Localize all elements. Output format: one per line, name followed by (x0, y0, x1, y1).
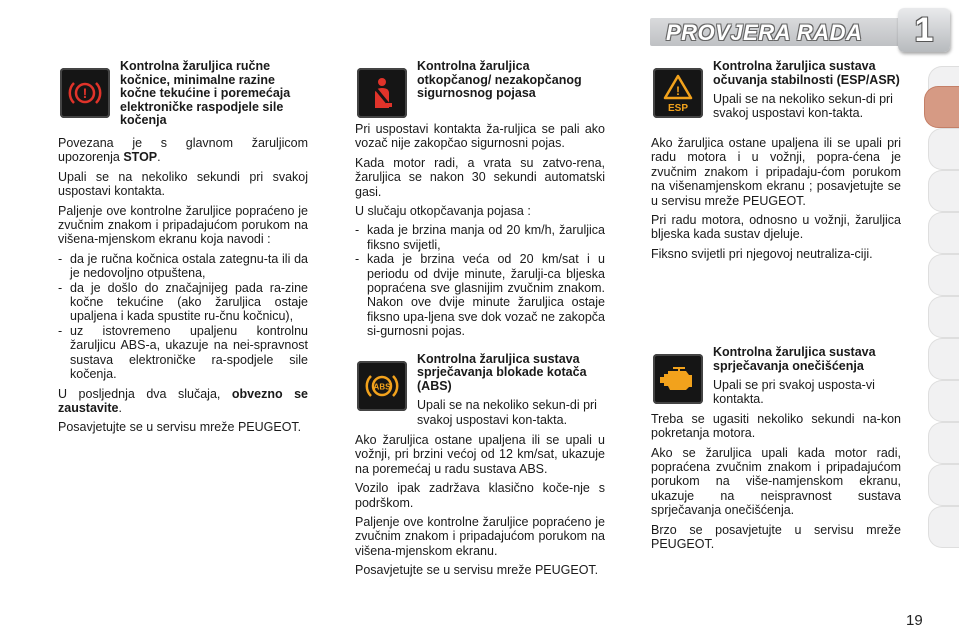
paragraph: Upali se na nekoliko sekundi pri svakoj uspostavi kontakta. (58, 169, 308, 199)
brake-warning-section (58, 60, 308, 130)
paragraph: Posavjetujte se u servisu mreže PEUGEOT. (58, 420, 302, 435)
engine-warning-title: Kontrolna žaruljica sustava sprječavanja onečišćenja (713, 345, 876, 373)
engine-warning-section (651, 346, 901, 556)
abs-warning-icon (357, 361, 407, 411)
seatbelt-warning-icon (357, 68, 407, 118)
list-item: - kada je brzina manja od 20 km/h, žaruljica fiksno svijetli, (355, 223, 605, 252)
paragraph: Vozilo ipak zadržava klasično koče-nje s podrškom. (355, 481, 605, 510)
chapter-badge (898, 8, 950, 52)
esp-warning-section (651, 60, 901, 130)
paragraph: Pri radu motora, odnosno u vožnji, žaruljica bljeska kada sustav djeluje. (651, 213, 901, 242)
seatbelt-warning-section (355, 60, 605, 130)
paragraph: U posljednja dva slučaja, obvezno se zaustavite. (58, 386, 308, 415)
brake-conditions-list (58, 252, 308, 382)
paragraph: Brzo se posavjetujte u servisu mreže PEUGEOT. (651, 522, 901, 552)
paragraph: Fiksno svijetli pri njegovoj neutraliza-ciji. (651, 246, 873, 261)
paragraph: Kada motor radi, a vrata su zatvo-rena, žaruljica se nakon 30 sekundi automatski gasi. (355, 155, 605, 199)
list-item: - da je došlo do značajnijeg pada ra-zine kočne tekućine (ako žaruljica ostaje upaljena i kada spustite ru-čnu kočnicu), (58, 281, 308, 324)
esp-warning-icon (653, 68, 703, 118)
brake-warning-title: Kontrolna žaruljica ručne kočnice, minimalne razine kočne tekućine i poremećaja elektroničke raspodjele sile kočenja (120, 59, 291, 127)
side-tab[interactable] (928, 338, 959, 380)
paragraph: Ako se žaruljica upali kada motor radi, popraćena zvučnim znakom i pripadajućom porukom na više-namjenskom ekranu, ukazuje na neispravnost sustava sprječavanja onečišćenja. (651, 445, 901, 518)
column-1 (58, 60, 308, 440)
esp-intro: Upali se na nekoliko sekun-di pri svakoj uspostavi kon-takta. (713, 92, 893, 121)
paragraph: Treba se ugasiti nekoliko sekundi na-kon pokretanja motora. (651, 411, 901, 441)
side-tab[interactable] (928, 296, 959, 338)
list-item: - kada je brzina veća od 20 km/sat i u periodu od dvije minute, žarulji-ca bljeska popraćena sve glasnijim zvučnim znakom. Nakon ove dvije minute žaruljica ostaje fiksno upa-ljena sve dok vozač ne zakopča si-gurnosni pojas. (355, 252, 605, 338)
svg-text:!: ! (676, 84, 680, 98)
side-tab[interactable] (928, 464, 959, 506)
side-tab[interactable] (928, 506, 959, 548)
abs-warning-title: Kontrolna žaruljica sustava sprječavanja blokade kotača (ABS) (417, 351, 587, 393)
paragraph: Paljenje ove kontrolne žaruljice popraćeno je zvučnim znakom i pripadajućom porukom na višena-mjenskom ekranu. (355, 515, 605, 558)
paragraph: Ako žaruljica ostane upaljena ili se upali pri radu motora i u vožnji, popra-ćena je zvučnim znakom i pripadaju-ćom porukom na višenamjenskom ekranu ; posavjetujte se u servisu mreže PEUGEOT. (651, 136, 901, 208)
side-tab[interactable] (928, 254, 959, 296)
paragraph: Povezana je s glavnom žaruljicom upozorenja STOP. (58, 136, 308, 165)
side-tabs (924, 66, 960, 576)
column-3 (651, 59, 901, 552)
side-tab-active[interactable] (924, 86, 959, 128)
paragraph: Paljenje ove kontrolne žaruljice popraćeno je zvučnim znakom i pripadajućom porukom na višena-mjenskom ekranu koja navodi : (58, 203, 308, 247)
seatbelt-conditions-list (355, 223, 605, 338)
abs-intro: Upali se na nekoliko sekun-di pri svakoj uspostavi kon-takta. (417, 398, 597, 427)
side-tab[interactable] (928, 380, 959, 422)
parking-brake-warning-icon (60, 68, 110, 118)
paragraph: U slučaju otkopčavanja pojasa : (355, 204, 531, 219)
side-tab[interactable] (928, 212, 959, 254)
engine-check-icon (653, 354, 703, 404)
column-2 (355, 60, 605, 583)
page-title: PROVJERA RADA (666, 20, 863, 45)
list-item: - da je ručna kočnica ostala zategnu-ta ili da je nedovoljno otpuštena, (58, 252, 308, 281)
paragraph: Ako žaruljica ostane upaljena ili se upali u vožnji, pri brzini većoj od 12 km/sat, ukazuje na poremećaj u radu sustava ABS. (355, 433, 605, 476)
side-tab[interactable] (928, 422, 959, 464)
seatbelt-warning-title: Kontrolna žaruljica otkopčanog/ nezakopčanog sigurnosnog pojasa (417, 59, 582, 100)
paragraph: Pri uspostavi kontakta ža-ruljica se pali ako vozač nije zakopčao sigurnosni pojas. (355, 122, 605, 151)
chapter-number: 1 (914, 11, 934, 49)
svg-text:ESP: ESP (667, 103, 689, 113)
paragraph: Posavjetujte se u servisu mreže PEUGEOT. (355, 563, 599, 578)
page-number: 19 (906, 612, 923, 629)
svg-text:!: ! (82, 85, 88, 101)
svg-text:ABS: ABS (373, 382, 391, 392)
abs-warning-section (355, 353, 605, 427)
esp-warning-title: Kontrolna žaruljica sustava očuvanja stabilnosti (ESP/ASR) (713, 59, 900, 87)
side-tab[interactable] (928, 128, 959, 170)
side-tab[interactable] (928, 170, 959, 212)
list-item: - uz istovremeno upaljenu kontrolnu žaruljicu ABS-a, ukazuje na nei-spravnost sustava elektroničke ra-spodjele sile kočenja. (58, 324, 308, 382)
engine-intro: Upali se pri svakoj usposta-vi kontakta. (713, 378, 875, 407)
